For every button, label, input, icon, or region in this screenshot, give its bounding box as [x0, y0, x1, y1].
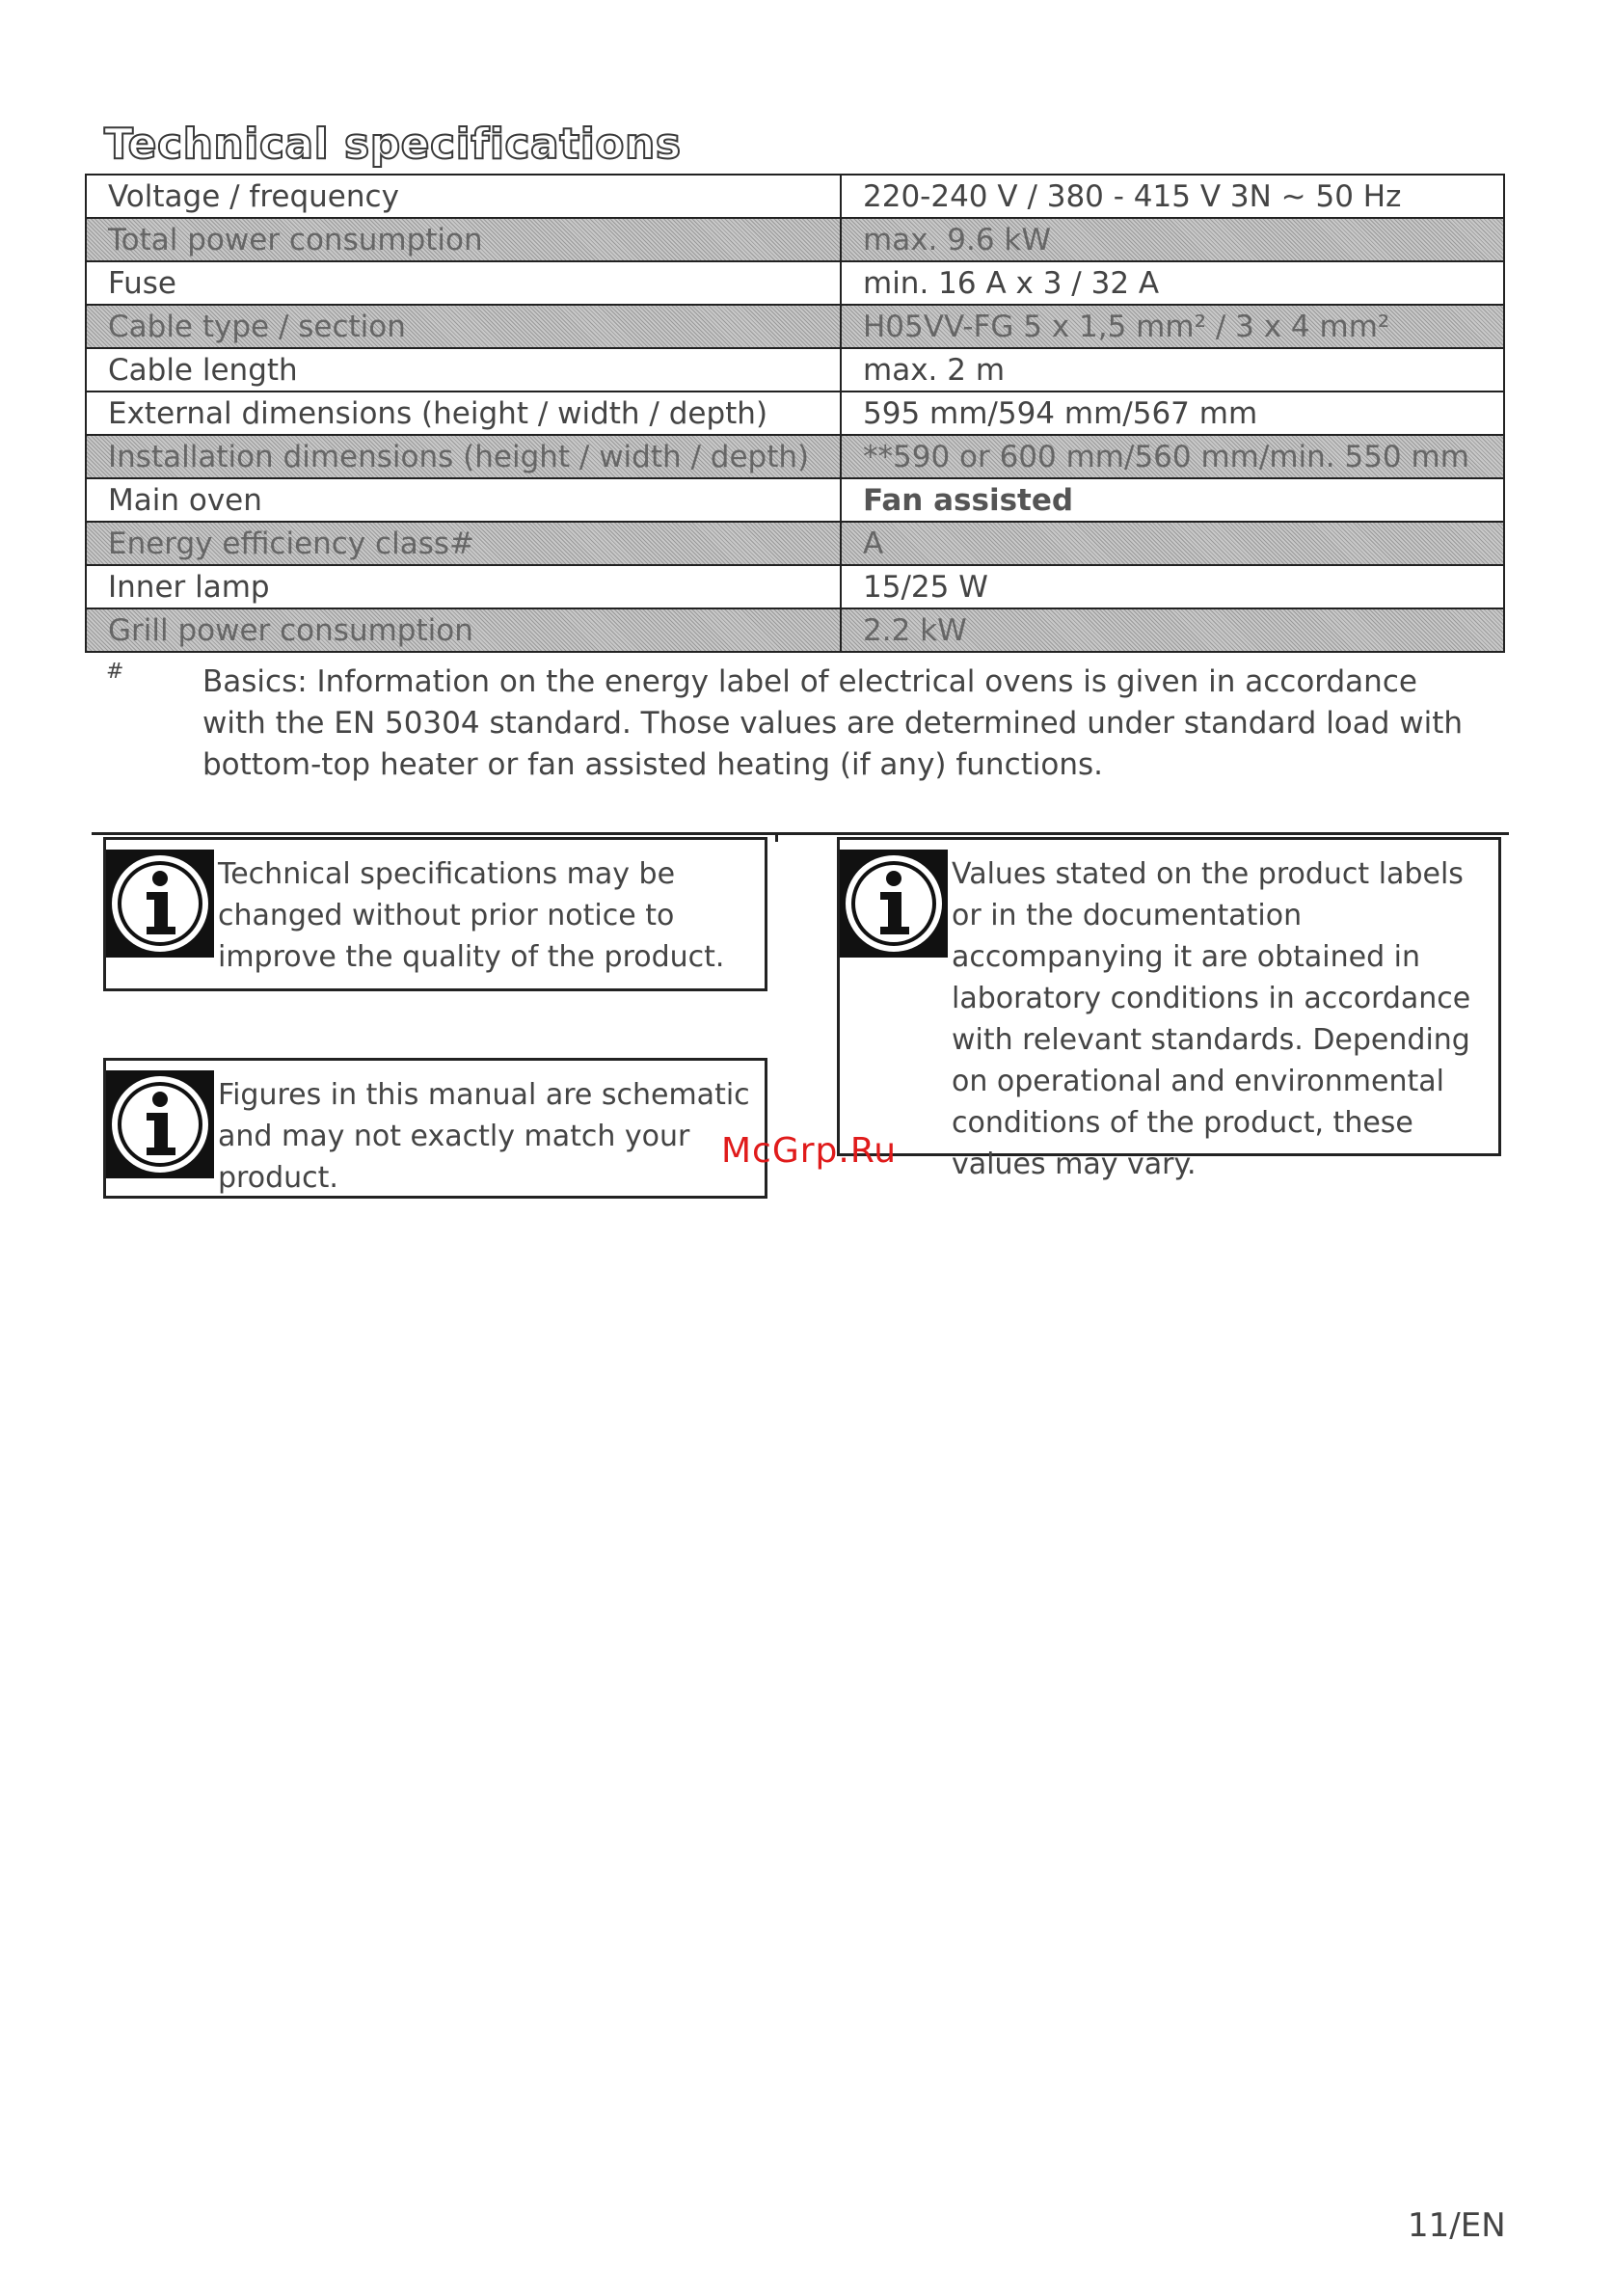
- spec-label: Installation dimensions (height / width / depth): [86, 435, 841, 478]
- specifications-table: [85, 174, 1505, 653]
- spec-value: max. 9.6 kW: [841, 218, 1504, 261]
- spec-value: min. 16 A x 3 / 32 A: [841, 261, 1504, 305]
- spec-value: Fan assisted: [841, 478, 1504, 522]
- info-icon: [106, 850, 214, 958]
- info-note-values: [837, 837, 1501, 1181]
- footnote-mark: #: [106, 660, 124, 684]
- page-title: Technical specifications: [104, 120, 682, 169]
- spec-label: External dimensions (height / width / depth): [86, 392, 841, 435]
- spec-row: [86, 175, 1504, 218]
- spec-label: Cable type / section: [86, 305, 841, 348]
- info-note-text: Technical specifications may be changed without prior notice to improve the quality of the product.: [218, 857, 725, 974]
- spec-label: Energy efficiency class#: [86, 522, 841, 565]
- spec-row: [86, 392, 1504, 435]
- info-note-figures: [103, 1058, 767, 1199]
- spec-label: Fuse: [86, 261, 841, 305]
- info-note-text: Values stated on the product labels or in the documentation accompanying it are obtained in laboratory conditions in accordance with relevant standards. Depending on operational and environmental conditions of the product, these values may vary.: [952, 857, 1471, 1181]
- spec-value: 220-240 V / 380 - 415 V 3N ~ 50 Hz: [841, 175, 1504, 218]
- footnote-text: Basics: Information on the energy label of electrical ovens is given in accordance with the EN 50304 standard. Those values are determined under standard load with bottom-top heater or fan assisted heating (if any) functions.: [202, 664, 1464, 782]
- spec-row: [86, 522, 1504, 565]
- spec-row: [86, 435, 1504, 478]
- section-divider-tick: [775, 832, 778, 842]
- spec-row: [86, 348, 1504, 392]
- spec-value: 2.2 kW: [841, 608, 1504, 652]
- spec-row: [86, 305, 1504, 348]
- spec-label: Grill power consumption: [86, 608, 841, 652]
- spec-row: [86, 608, 1504, 652]
- spec-value: **590 or 600 mm/560 mm/min. 550 mm: [841, 435, 1504, 478]
- spec-value: H05VV-FG 5 x 1,5 mm² / 3 x 4 mm²: [841, 305, 1504, 348]
- spec-value: 15/25 W: [841, 565, 1504, 608]
- info-note-text: Figures in this manual are schematic and may not exactly match your product.: [218, 1078, 750, 1195]
- section-divider: [92, 832, 1509, 835]
- info-icon: [106, 1070, 214, 1178]
- spec-label: Total power consumption: [86, 218, 841, 261]
- spec-row: [86, 565, 1504, 608]
- info-icon: [840, 850, 948, 958]
- spec-label: Cable length: [86, 348, 841, 392]
- page-number: 11/EN: [1408, 2206, 1506, 2245]
- spec-label: Main oven: [86, 478, 841, 522]
- spec-row: [86, 478, 1504, 522]
- spec-value: A: [841, 522, 1504, 565]
- spec-label: Inner lamp: [86, 565, 841, 608]
- spec-row: [86, 218, 1504, 261]
- info-note-specs-change: [103, 837, 767, 991]
- watermark: McGrp.Ru: [721, 1131, 898, 1171]
- spec-value: max. 2 m: [841, 348, 1504, 392]
- spec-label: Voltage / frequency: [86, 175, 841, 218]
- spec-row: [86, 261, 1504, 305]
- spec-value: 595 mm/594 mm/567 mm: [841, 392, 1504, 435]
